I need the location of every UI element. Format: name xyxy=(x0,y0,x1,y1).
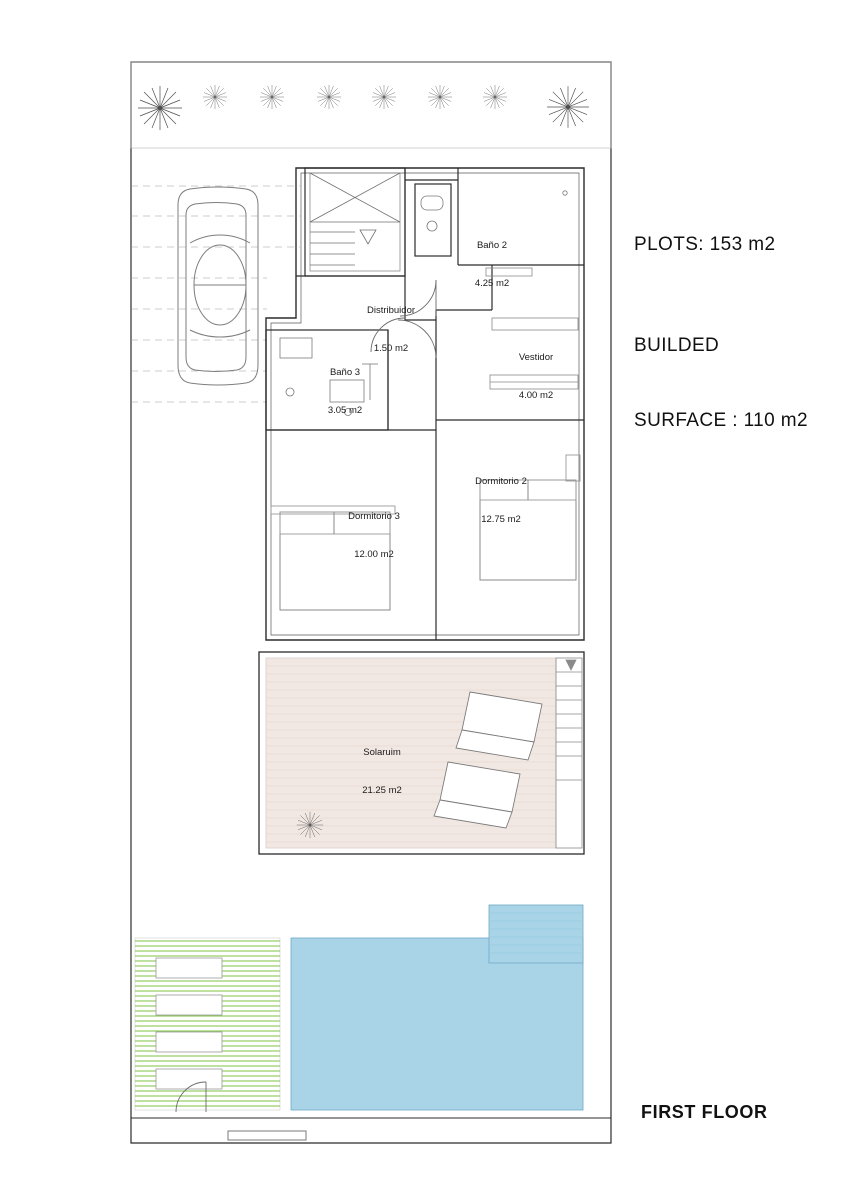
room-name: Solaruim xyxy=(363,746,401,758)
room-name: Baño 3 xyxy=(329,366,361,378)
room-area: 1.50 m2 xyxy=(373,343,409,355)
room-label-dormitorio3 xyxy=(326,485,422,575)
swimming-pool xyxy=(291,905,583,1110)
driveway-paving xyxy=(131,186,300,402)
room-name: Dormitorio 3 xyxy=(348,510,400,522)
lawn-area xyxy=(135,938,280,1112)
shrub-icon-terrace xyxy=(297,812,323,838)
sun-lounger-1 xyxy=(456,692,542,760)
floor-title: FIRST FLOOR xyxy=(641,1102,768,1122)
garden-strip-top xyxy=(131,62,611,148)
shrub-icons-top xyxy=(138,85,589,130)
room-area: 4.00 m2 xyxy=(518,390,554,402)
builded-surface-line1: BUILDED xyxy=(634,335,720,357)
builded-surface-line2: SURFACE : 110 m2 xyxy=(634,410,808,432)
room-label-solaruim xyxy=(337,721,427,811)
builded-surface-text xyxy=(634,283,808,459)
room-area: 3.05 m2 xyxy=(327,405,363,417)
room-label-dormitorio2 xyxy=(453,450,549,540)
sun-lounger-2 xyxy=(434,762,520,828)
room-area: 4.25 m2 xyxy=(474,278,510,290)
car-icon xyxy=(178,187,258,385)
room-label-vestidor xyxy=(497,326,575,416)
room-label-bano2 xyxy=(455,214,529,304)
room-area: 12.75 m2 xyxy=(481,514,521,526)
plot-bottom-detail xyxy=(131,1118,611,1140)
room-label-bano3 xyxy=(308,341,382,431)
room-name: Vestidor xyxy=(518,351,554,363)
room-name: Baño 2 xyxy=(476,239,508,251)
plots-area-text: PLOTS: 153 m2 xyxy=(634,234,776,255)
staircase xyxy=(310,173,400,271)
room-area: 12.00 m2 xyxy=(354,549,394,561)
room-name: Distribuidor xyxy=(366,304,416,316)
room-name: Dormitorio 2 xyxy=(475,475,527,487)
room-area: 21.25 m2 xyxy=(362,785,402,797)
